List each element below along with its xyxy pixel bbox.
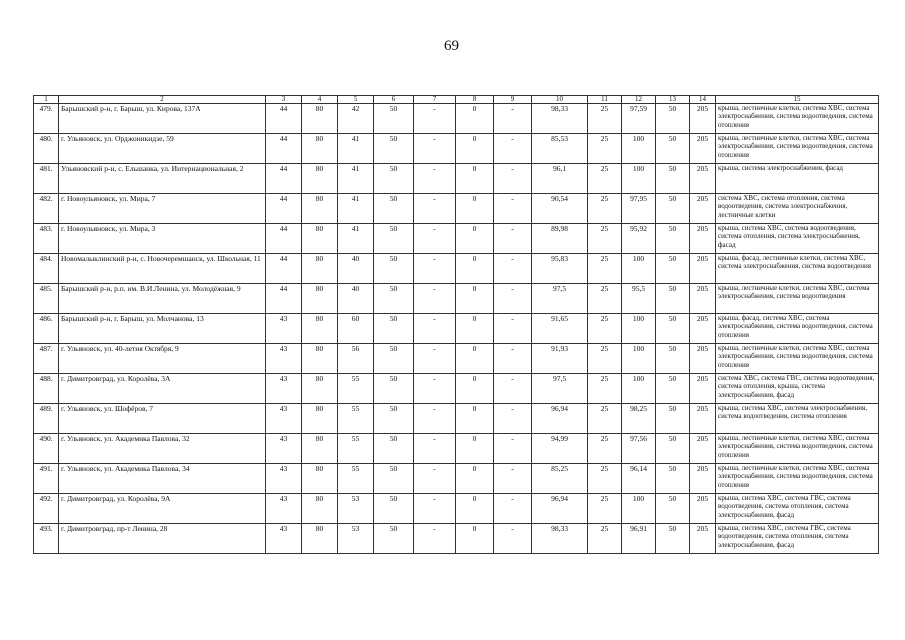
value-cell: 80 (302, 464, 338, 494)
works-cell: крыша, лестничные клетки, система ХВС, система электроснабжения, система водоотведения (716, 284, 879, 314)
value-cell: 50 (374, 524, 414, 554)
value-cell: 205 (690, 524, 716, 554)
value-cell: 50 (656, 134, 690, 164)
value-cell: 50 (656, 194, 690, 224)
value-cell: 60 (338, 314, 374, 344)
column-header: 4 (302, 96, 338, 104)
value-cell: 205 (690, 254, 716, 284)
column-header: 11 (588, 96, 622, 104)
value-cell: 98,33 (532, 104, 588, 134)
value-cell: 43 (266, 314, 302, 344)
works-cell: крыша, система ХВС, система ГВС, система водоотведения, система отопления, система электроснабжения, фасад (716, 524, 879, 554)
address-cell: г. Новоульяновск, ул. Мира, 7 (59, 194, 266, 224)
value-cell: 96,94 (532, 494, 588, 524)
value-cell: 43 (266, 344, 302, 374)
value-cell: 50 (374, 494, 414, 524)
value-cell: 43 (266, 404, 302, 434)
value-cell: 40 (338, 254, 374, 284)
value-cell: 205 (690, 374, 716, 404)
value-cell: - (414, 404, 456, 434)
value-cell: 100 (622, 374, 656, 404)
table-row (34, 524, 879, 554)
value-cell: 50 (374, 134, 414, 164)
value-cell: 25 (588, 224, 622, 254)
address-cell: г. Димитровград, ул. Королёва, 9А (59, 494, 266, 524)
value-cell: 50 (374, 314, 414, 344)
works-cell: крыша, лестничные клетки, система ХВС, система электроснабжения, система водоотведения, система отопления (716, 464, 879, 494)
value-cell: 44 (266, 254, 302, 284)
value-cell: 0 (456, 494, 494, 524)
table-row (34, 284, 879, 314)
value-cell: 205 (690, 314, 716, 344)
value-cell: 80 (302, 314, 338, 344)
table-row (34, 254, 879, 284)
column-header: 5 (338, 96, 374, 104)
value-cell: 80 (302, 164, 338, 194)
row-number: 490. (34, 434, 59, 464)
table-row (34, 404, 879, 434)
address-cell: г. Ульяновск, ул. Орджоникидзе, 59 (59, 134, 266, 164)
value-cell: 80 (302, 194, 338, 224)
works-cell: крыша, система ХВС, система водоотведения, система отопления, система электроснабжения, фасад (716, 224, 879, 254)
works-cell: крыша, лестничные клетки, система ХВС, система электроснабжения, система водоотведения, система отопления (716, 344, 879, 374)
value-cell: 50 (656, 524, 690, 554)
value-cell: 100 (622, 494, 656, 524)
value-cell: 55 (338, 434, 374, 464)
table-row (34, 344, 879, 374)
address-cell: г. Ульяновск, ул. Академика Павлова, 32 (59, 434, 266, 464)
value-cell: - (494, 524, 532, 554)
value-cell: 55 (338, 374, 374, 404)
value-cell: 50 (656, 284, 690, 314)
value-cell: - (414, 494, 456, 524)
table-row (34, 194, 879, 224)
address-cell: Барышский р-н, р.п. им. В.И.Ленина, ул. Молодёжная, 9 (59, 284, 266, 314)
table-row (34, 134, 879, 164)
value-cell: 96,91 (622, 524, 656, 554)
value-cell: 100 (622, 254, 656, 284)
value-cell: - (414, 434, 456, 464)
address-cell: г. Ульяновск, ул. Шофёров, 7 (59, 404, 266, 434)
register-table (33, 95, 879, 554)
value-cell: 50 (374, 224, 414, 254)
value-cell: 205 (690, 404, 716, 434)
value-cell: 43 (266, 524, 302, 554)
works-cell: система ХВС, система ГВС, система водоотведения, система отопления, крыша, система электроснабжения, фасад (716, 374, 879, 404)
value-cell: 97,59 (622, 104, 656, 134)
value-cell: 44 (266, 164, 302, 194)
value-cell: 96,94 (532, 404, 588, 434)
value-cell: 50 (374, 254, 414, 284)
row-number: 489. (34, 404, 59, 434)
works-cell: крыша, система ХВС, система электроснабжения, система водоотведения, система отопления (716, 404, 879, 434)
value-cell: 25 (588, 194, 622, 224)
value-cell: 98,33 (532, 524, 588, 554)
value-cell: 50 (374, 374, 414, 404)
value-cell: 0 (456, 524, 494, 554)
value-cell: 0 (456, 374, 494, 404)
value-cell: 56 (338, 344, 374, 374)
value-cell: 205 (690, 104, 716, 134)
value-cell: 0 (456, 104, 494, 134)
row-number: 487. (34, 344, 59, 374)
column-header: 13 (656, 96, 690, 104)
value-cell: 100 (622, 164, 656, 194)
value-cell: - (494, 314, 532, 344)
value-cell: 0 (456, 434, 494, 464)
value-cell: 85,53 (532, 134, 588, 164)
value-cell: 25 (588, 134, 622, 164)
value-cell: 0 (456, 164, 494, 194)
value-cell: - (494, 254, 532, 284)
value-cell: 55 (338, 404, 374, 434)
value-cell: 53 (338, 524, 374, 554)
value-cell: 50 (656, 494, 690, 524)
header-row (34, 96, 879, 104)
column-header: 12 (622, 96, 656, 104)
value-cell: - (414, 194, 456, 224)
table-row (34, 104, 879, 134)
value-cell: 50 (656, 464, 690, 494)
value-cell: 53 (338, 494, 374, 524)
row-number: 493. (34, 524, 59, 554)
value-cell: 50 (656, 404, 690, 434)
value-cell: 25 (588, 434, 622, 464)
row-number: 483. (34, 224, 59, 254)
value-cell: 44 (266, 284, 302, 314)
value-cell: 50 (656, 164, 690, 194)
column-header: 8 (456, 96, 494, 104)
works-cell: крыша, система электроснабжения, фасад (716, 164, 879, 194)
value-cell: 89,98 (532, 224, 588, 254)
address-cell: Барышский р-н, г. Барыш, ул. Кирова, 137А (59, 104, 266, 134)
value-cell: 25 (588, 254, 622, 284)
column-header: 14 (690, 96, 716, 104)
works-cell: крыша, лестничные клетки, система ХВС, система электроснабжения, система водоотведения, система отопления (716, 104, 879, 134)
works-cell: крыша, лестничные клетки, система ХВС, система электроснабжения, система водоотведения, система отопления (716, 434, 879, 464)
value-cell: 100 (622, 134, 656, 164)
value-cell: - (494, 284, 532, 314)
address-cell: г. Димитровград, пр-т Ленина, 28 (59, 524, 266, 554)
value-cell: 96,14 (622, 464, 656, 494)
value-cell: - (494, 464, 532, 494)
value-cell: 41 (338, 164, 374, 194)
works-cell: система ХВС, система отопления, система водоотведения, система электроснабжения, лестничные клетки (716, 194, 879, 224)
value-cell: - (494, 164, 532, 194)
value-cell: 0 (456, 314, 494, 344)
row-number: 492. (34, 494, 59, 524)
column-header: 6 (374, 96, 414, 104)
row-number: 479. (34, 104, 59, 134)
value-cell: 50 (656, 224, 690, 254)
value-cell: 205 (690, 134, 716, 164)
value-cell: 25 (588, 404, 622, 434)
value-cell: 90,54 (532, 194, 588, 224)
value-cell: 80 (302, 434, 338, 464)
value-cell: 100 (622, 344, 656, 374)
row-number: 488. (34, 374, 59, 404)
value-cell: 42 (338, 104, 374, 134)
address-cell: г. Новоульяновск, ул. Мира, 3 (59, 224, 266, 254)
value-cell: 25 (588, 464, 622, 494)
value-cell: - (414, 104, 456, 134)
works-cell: крыша, лестничные клетки, система ХВС, система электроснабжения, система водоотведения, система отопления (716, 134, 879, 164)
works-cell: крыша, фасад, лестничные клетки, система ХВС, система электроснабжения, система водоотведения (716, 254, 879, 284)
value-cell: 50 (656, 104, 690, 134)
value-cell: - (414, 224, 456, 254)
row-number: 486. (34, 314, 59, 344)
value-cell: - (414, 344, 456, 374)
page-number: 69 (444, 38, 459, 54)
address-cell: Барышский р-н, г. Барыш, ул. Молчанова, 13 (59, 314, 266, 344)
value-cell: - (494, 194, 532, 224)
value-cell: 50 (656, 374, 690, 404)
value-cell: 43 (266, 494, 302, 524)
value-cell: 40 (338, 284, 374, 314)
value-cell: 205 (690, 494, 716, 524)
value-cell: - (494, 374, 532, 404)
value-cell: 0 (456, 224, 494, 254)
value-cell: 50 (374, 104, 414, 134)
value-cell: - (414, 284, 456, 314)
column-header: 2 (59, 96, 266, 104)
value-cell: 80 (302, 224, 338, 254)
value-cell: 0 (456, 344, 494, 374)
value-cell: 205 (690, 194, 716, 224)
value-cell: 50 (656, 314, 690, 344)
row-number: 481. (34, 164, 59, 194)
value-cell: 95,5 (622, 284, 656, 314)
value-cell: 25 (588, 374, 622, 404)
value-cell: 50 (374, 284, 414, 314)
table-row (34, 374, 879, 404)
value-cell: 44 (266, 194, 302, 224)
value-cell: 80 (302, 104, 338, 134)
value-cell: 97,56 (622, 434, 656, 464)
table-row (34, 314, 879, 344)
value-cell: - (494, 224, 532, 254)
value-cell: 97,95 (622, 194, 656, 224)
value-cell: - (414, 524, 456, 554)
value-cell: 0 (456, 404, 494, 434)
table-row (34, 434, 879, 464)
value-cell: 43 (266, 434, 302, 464)
value-cell: 44 (266, 224, 302, 254)
value-cell: 80 (302, 134, 338, 164)
value-cell: - (414, 134, 456, 164)
value-cell: 96,1 (532, 164, 588, 194)
address-cell: Ульяновский р-н, с. Ельшанка, ул. Интернациональная, 2 (59, 164, 266, 194)
address-cell: г. Димитровград, ул. Королёва, 3А (59, 374, 266, 404)
column-header: 10 (532, 96, 588, 104)
value-cell: - (414, 314, 456, 344)
value-cell: - (494, 494, 532, 524)
value-cell: 205 (690, 464, 716, 494)
value-cell: 80 (302, 494, 338, 524)
value-cell: - (414, 464, 456, 494)
table-row (34, 494, 879, 524)
value-cell: 97,5 (532, 284, 588, 314)
value-cell: 0 (456, 464, 494, 494)
value-cell: 100 (622, 314, 656, 344)
row-number: 480. (34, 134, 59, 164)
address-cell: г. Ульяновск, ул. 40-летия Октября, 9 (59, 344, 266, 374)
column-header: 3 (266, 96, 302, 104)
address-cell: Новомалыклинский р-н, с. Новочеремшанск, ул. Школьная, 11 (59, 254, 266, 284)
value-cell: 55 (338, 464, 374, 494)
value-cell: 25 (588, 104, 622, 134)
column-header: 7 (414, 96, 456, 104)
value-cell: - (494, 344, 532, 374)
column-header: 1 (34, 96, 59, 104)
row-number: 484. (34, 254, 59, 284)
value-cell: 50 (374, 404, 414, 434)
value-cell: 25 (588, 164, 622, 194)
value-cell: 0 (456, 254, 494, 284)
value-cell: 50 (374, 194, 414, 224)
table-row (34, 224, 879, 254)
value-cell: 43 (266, 464, 302, 494)
row-number: 491. (34, 464, 59, 494)
works-cell: крыша, система ХВС, система ГВС, система водоотведения, система отопления, система электроснабжения, фасад (716, 494, 879, 524)
value-cell: - (494, 134, 532, 164)
value-cell: 41 (338, 224, 374, 254)
value-cell: 80 (302, 344, 338, 374)
table-row (34, 164, 879, 194)
value-cell: 205 (690, 284, 716, 314)
value-cell: 25 (588, 314, 622, 344)
value-cell: 98,25 (622, 404, 656, 434)
row-number: 485. (34, 284, 59, 314)
value-cell: 50 (374, 434, 414, 464)
value-cell: 95,83 (532, 254, 588, 284)
value-cell: - (414, 164, 456, 194)
value-cell: 41 (338, 134, 374, 164)
value-cell: 25 (588, 524, 622, 554)
value-cell: 205 (690, 344, 716, 374)
value-cell: 50 (656, 254, 690, 284)
value-cell: 80 (302, 404, 338, 434)
value-cell: - (494, 104, 532, 134)
value-cell: - (494, 404, 532, 434)
value-cell: 0 (456, 194, 494, 224)
value-cell: - (414, 374, 456, 404)
value-cell: 80 (302, 254, 338, 284)
value-cell: 0 (456, 134, 494, 164)
value-cell: 44 (266, 104, 302, 134)
value-cell: 94,99 (532, 434, 588, 464)
value-cell: 50 (656, 434, 690, 464)
address-cell: г. Ульяновск, ул. Академика Павлова, 34 (59, 464, 266, 494)
value-cell: 205 (690, 164, 716, 194)
row-number: 482. (34, 194, 59, 224)
value-cell: 91,93 (532, 344, 588, 374)
value-cell: 205 (690, 224, 716, 254)
value-cell: 0 (456, 284, 494, 314)
value-cell: 25 (588, 494, 622, 524)
value-cell: 43 (266, 374, 302, 404)
value-cell: 25 (588, 284, 622, 314)
value-cell: 50 (374, 344, 414, 374)
value-cell: 80 (302, 284, 338, 314)
value-cell: 50 (374, 464, 414, 494)
value-cell: 41 (338, 194, 374, 224)
value-cell: 85,25 (532, 464, 588, 494)
value-cell: - (494, 434, 532, 464)
column-header: 9 (494, 96, 532, 104)
value-cell: 25 (588, 344, 622, 374)
value-cell: 44 (266, 134, 302, 164)
value-cell: 91,65 (532, 314, 588, 344)
value-cell: 80 (302, 524, 338, 554)
value-cell: 205 (690, 434, 716, 464)
column-header: 15 (716, 96, 879, 104)
value-cell: 50 (374, 164, 414, 194)
value-cell: 97,5 (532, 374, 588, 404)
value-cell: 95,92 (622, 224, 656, 254)
value-cell: 50 (656, 344, 690, 374)
value-cell: - (414, 254, 456, 284)
value-cell: 80 (302, 374, 338, 404)
works-cell: крыша, фасад, система ХВС, система электроснабжения, система водоотведения, система отопления (716, 314, 879, 344)
table-row (34, 464, 879, 494)
